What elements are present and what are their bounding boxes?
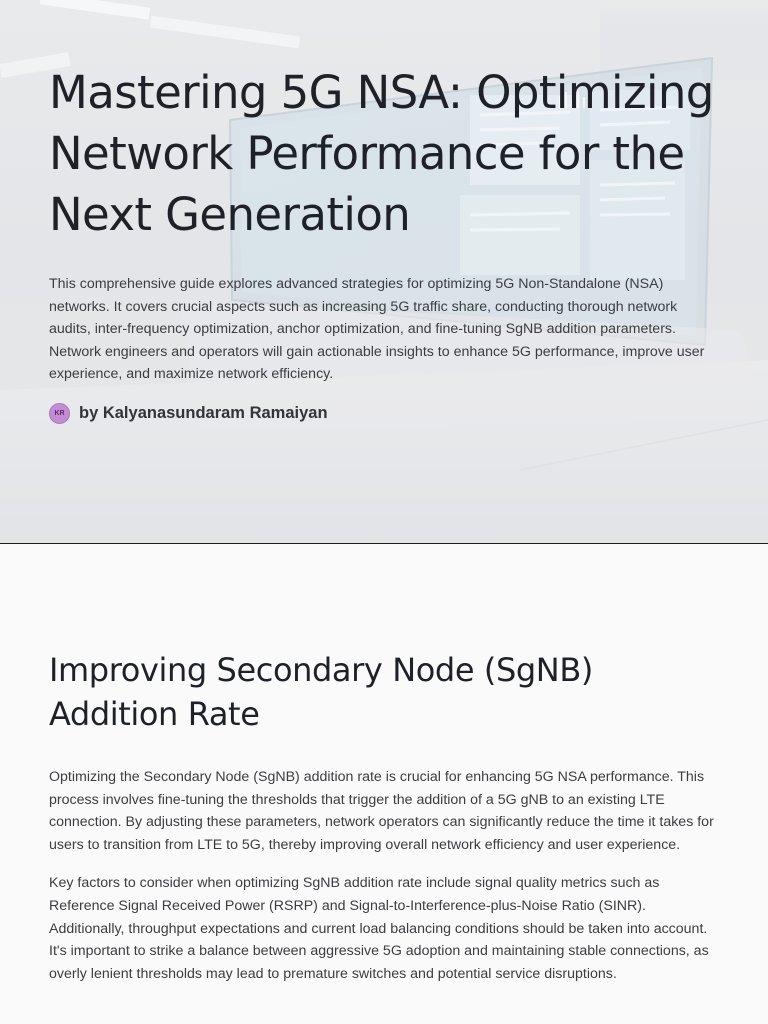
content-section (49, 648, 724, 985)
author-byline (49, 403, 729, 424)
hero-description: This comprehensive guide explores advanced strategies for optimizing 5G Non-Standalone (NSA) networks. It covers crucial aspects such as increasing 5G traffic share, conducting thorough network audits, inter-frequency optimization, anchor optimization, and fine-tuning SgNB addition parameters. Network engineers and operators will gain actionable insights to enhance 5G performance, improve user experience, and maximize network efficiency. (49, 276, 705, 383)
section-title: Improving Secondary Node (SgNB) Addition Rate (49, 651, 593, 733)
author-name: by Kalyanasundaram Ramaiyan (79, 403, 328, 422)
avatar: KR (49, 403, 70, 424)
section-paragraph-1: Optimizing the Secondary Node (SgNB) addition rate is crucial for enhancing 5G NSA performance. This process involves fine-tuning the thresholds that trigger the addition of a 5G gNB to an existing LTE connection. By adjusting these parameters, network operators can significantly reduce the time it takes for users to transition from LTE to 5G, thereby improving overall network efficiency and user experience. (49, 769, 714, 853)
page-title: Mastering 5G NSA: Optimizing Network Performance for the Next Generation (49, 66, 714, 241)
section-paragraph-2: Key factors to consider when optimizing SgNB addition rate include signal quality metrics such as Reference Signal Received Power (RSRP) and Signal-to-Interference-plus-Noise Ratio (SINR). Additionally, throughput expectations and current load balancing conditions should be taken into account. It's important to strike a balance between aggressive 5G adoption and maintaining stable connections, as overly lenient thresholds may lead to premature switches and potential service disruptions. (49, 875, 709, 982)
hero-content (49, 62, 729, 424)
